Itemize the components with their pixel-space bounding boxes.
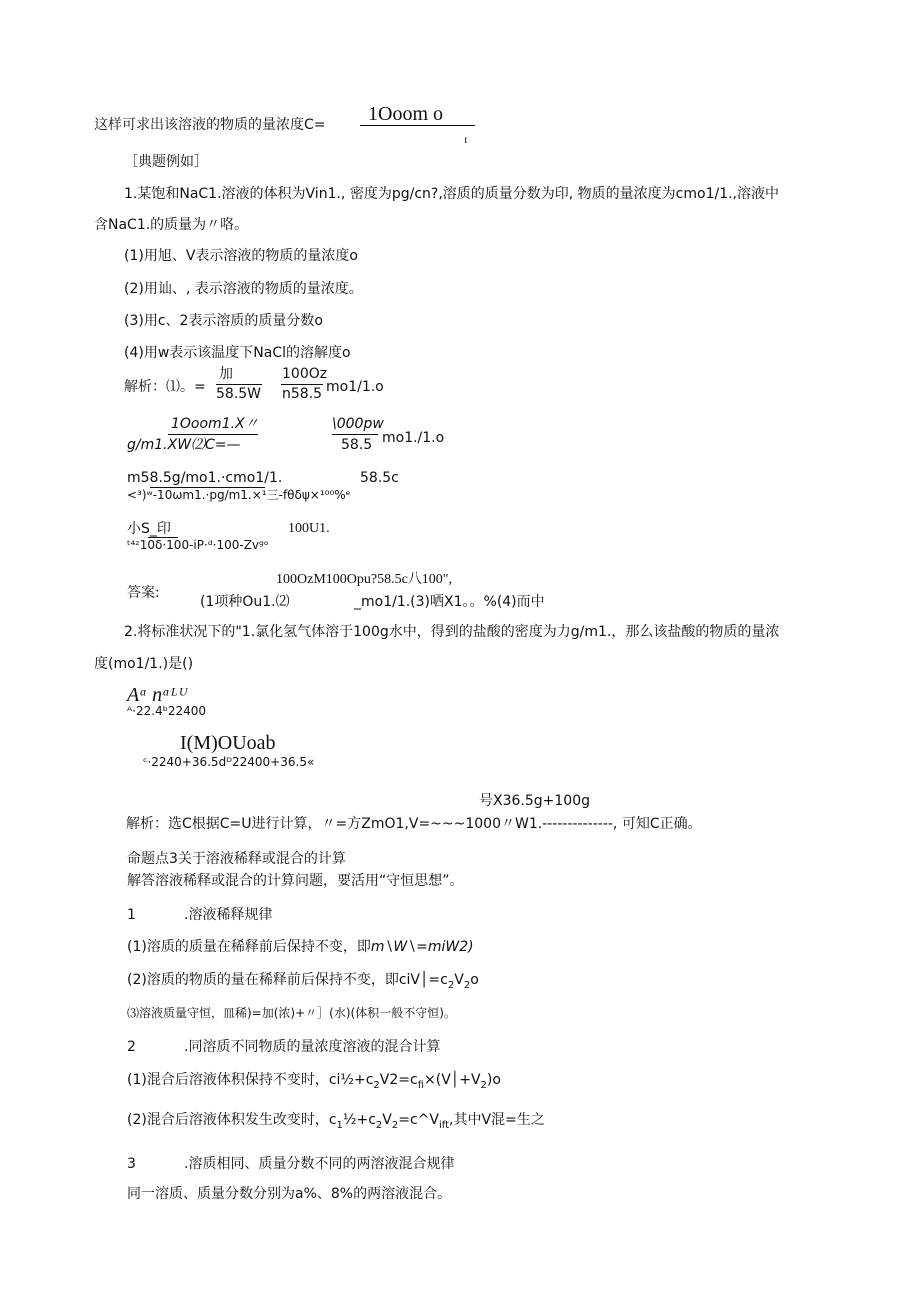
q1-r2-formula: g/m1.XW⑵C=— [127, 437, 241, 453]
rule2-item1-mid2: ×(V│+V [424, 1072, 481, 1088]
q1-sub2: (2)用讪、, 表示溶液的物质的量浓度。 [124, 281, 363, 297]
rule2-item2-mid: ½+c [342, 1112, 376, 1128]
rule3-heading: .溶质相同、质量分数不同的两溶液混合规律 [184, 1156, 455, 1172]
rule1-heading: .溶液稀释规律 [184, 907, 273, 923]
rule1-item2-end: o [470, 972, 479, 988]
q1-frac2-unit: mo1/1.o [326, 379, 384, 395]
q1-r3-numerator: m58.5g/mo1.·cmo1/1. [127, 470, 283, 486]
intro-text: 这样可求出该溶液的物质的量浓度C= [94, 117, 326, 133]
q1-r4-formula: ᵗ⁴ᶻ10δ·100-iP·ᵈ·100-Zvᵍᵒ [127, 538, 269, 552]
q1-frac2-numerator: 100Oz [282, 366, 328, 382]
rule1-item2 [127, 972, 479, 992]
rule1-item1 [127, 939, 474, 956]
q1-r3-value: 58.5c [360, 470, 399, 486]
q1-answer-part-a: (1项种Ou1.⑵ [200, 594, 290, 610]
rule3-number: 3 [127, 1156, 136, 1172]
formula-numerator: 1Ooom o [368, 103, 443, 125]
rule1-item1-text: (1)溶质的质量在稀释前后保持不变，即 [127, 939, 371, 955]
section3-intro: 解答溶液稀释或混合的计算问题，要活用“守恒思想”。 [127, 873, 464, 889]
q1-sub1: (1)用旭、V表示溶液的物质的量浓度o [124, 248, 358, 264]
q1-answer-label: 答案: [127, 585, 160, 601]
rule2-item2 [127, 1112, 545, 1132]
q2-option-a-b: ᴬ·22.4ᵇ22400 [127, 704, 207, 718]
section3-title: 命题点3关于溶液稀释或混合的计算 [127, 851, 346, 867]
q2-option-c-d: ᶜ·2240+36.5dᴰ22400+36.5« [143, 755, 315, 769]
q2-option-a: Aᵅ nᵅᴸᵁ [127, 684, 189, 706]
q2-option-c-numerator: I(M)OUoab [180, 732, 276, 754]
q1-line2: 含NaC1.的质量为〃咯。 [94, 217, 249, 233]
rule1-item3: ⑶溶液质量守恒，皿稀)=加(浓)+〃］(水)(体积一般不守恒)。 [127, 1006, 456, 1020]
q2-line1: 2.将标准状况下的"1.氯化氢气体溶于100g水中，得到的盐酸的密度为力g/m1.，那么该盐酸的物质的量浓 [124, 624, 780, 640]
q2-line2: 度(mo1/1.)是() [94, 656, 194, 672]
q1-frac2-bar [281, 384, 323, 385]
rule1-number: 1 [127, 907, 136, 923]
section-examples-heading: ［典题例如］ [124, 154, 208, 170]
q1-r3-formula: <³)ʷ-10ωm1.·pg/m1.×¹三-fθδψ×¹⁰⁰%ᵉ [127, 488, 351, 502]
rule2-item2-end: ,其中V混=生之 [449, 1112, 545, 1128]
q1-r4-value: 100U1. [288, 521, 330, 536]
q1-r2-bar-b [332, 434, 378, 435]
q1-sub3: (3)用c、2表示溶质的质量分数o [124, 313, 324, 329]
q1-sub4: (4)用w表示该温度下NaCl的溶解度o [124, 345, 351, 361]
subscript: 2 [391, 1119, 399, 1131]
rule2-item1-end: )o [486, 1072, 501, 1088]
rule2-item2-mid2: V [382, 1112, 392, 1128]
q1-frac2-denominator: n58.5 [282, 386, 323, 402]
q1-answer-part-b: _mo1/1.(3)哂X1。。%(4)而中 [354, 594, 545, 610]
subscript: ift [438, 1119, 450, 1131]
subscript: 1 [336, 1119, 343, 1131]
formula-denominator-mark: ɪ [464, 132, 468, 146]
q1-r2-bar [168, 434, 258, 435]
q1-r2-numerator-b: \000pw [332, 416, 384, 432]
rule1-item2-text: (2)溶质的物质的量在稀释前后保持不变，即ciV│=c [127, 972, 448, 988]
fraction-bar [360, 125, 475, 126]
subscript: fi [417, 1079, 425, 1091]
rule2-item1-text: (1)混合后溶液体积保持不变时，ci½+c [127, 1072, 374, 1088]
rule1-item2-mid: V [454, 972, 464, 988]
rule2-number: 2 [127, 1039, 136, 1055]
subscript: 2 [375, 1119, 383, 1131]
q2-analysis: 解析：选C根据C=U进行计算，〃=方ZmO1,V=~~~1000〃W1.--------------, 可知C正确。 [126, 816, 702, 832]
rule2-heading: .同溶质不同物质的量浓度溶液的混合计算 [184, 1039, 441, 1055]
q2-analysis-numerator: 号X36.5g+100g [479, 793, 590, 809]
rule1-item1-formula: m∖W∖=miW2) [370, 939, 474, 955]
rule2-item2-mid3: =c^V [398, 1112, 439, 1128]
q1-frac1-bar [216, 384, 262, 385]
subscript: 2 [373, 1079, 380, 1091]
rule2-item1 [127, 1072, 501, 1092]
subscript: 2 [463, 979, 471, 991]
rule2-item2-text: (2)混合后溶液体积发生改变时，c [127, 1112, 337, 1128]
rule3-text: 同一溶质、质量分数分别为a%、8%的两溶液混合。 [127, 1186, 452, 1202]
q1-answer-numerators: 100OzM100Opu?58.5c八100", [276, 572, 453, 587]
q1-r2-denominator: 58.5 [341, 437, 373, 453]
q1-frac1-denominator: 58.5W [216, 386, 262, 402]
q1-r2-unit: mo1./1.o [382, 430, 445, 446]
q1-r2-numerator: 1Ooom1.X〃 [171, 416, 259, 432]
rule2-item1-mid: V2=c [379, 1072, 418, 1088]
subscript: 2 [480, 1079, 487, 1091]
subscript: 2 [447, 979, 455, 991]
q1-line1: 1.某饱和NaC1.溶液的体积为Vin1., 密度为pg/cn?,溶质的质量分数为印, 物质的量浓度为cmo1/1.,溶液中 [124, 186, 780, 202]
q1-r4-numerator: 小S_印 [127, 521, 171, 537]
q1-frac1-numerator: 加 [219, 366, 233, 382]
q1-analysis-label: 解析：⑴。= [124, 379, 206, 395]
